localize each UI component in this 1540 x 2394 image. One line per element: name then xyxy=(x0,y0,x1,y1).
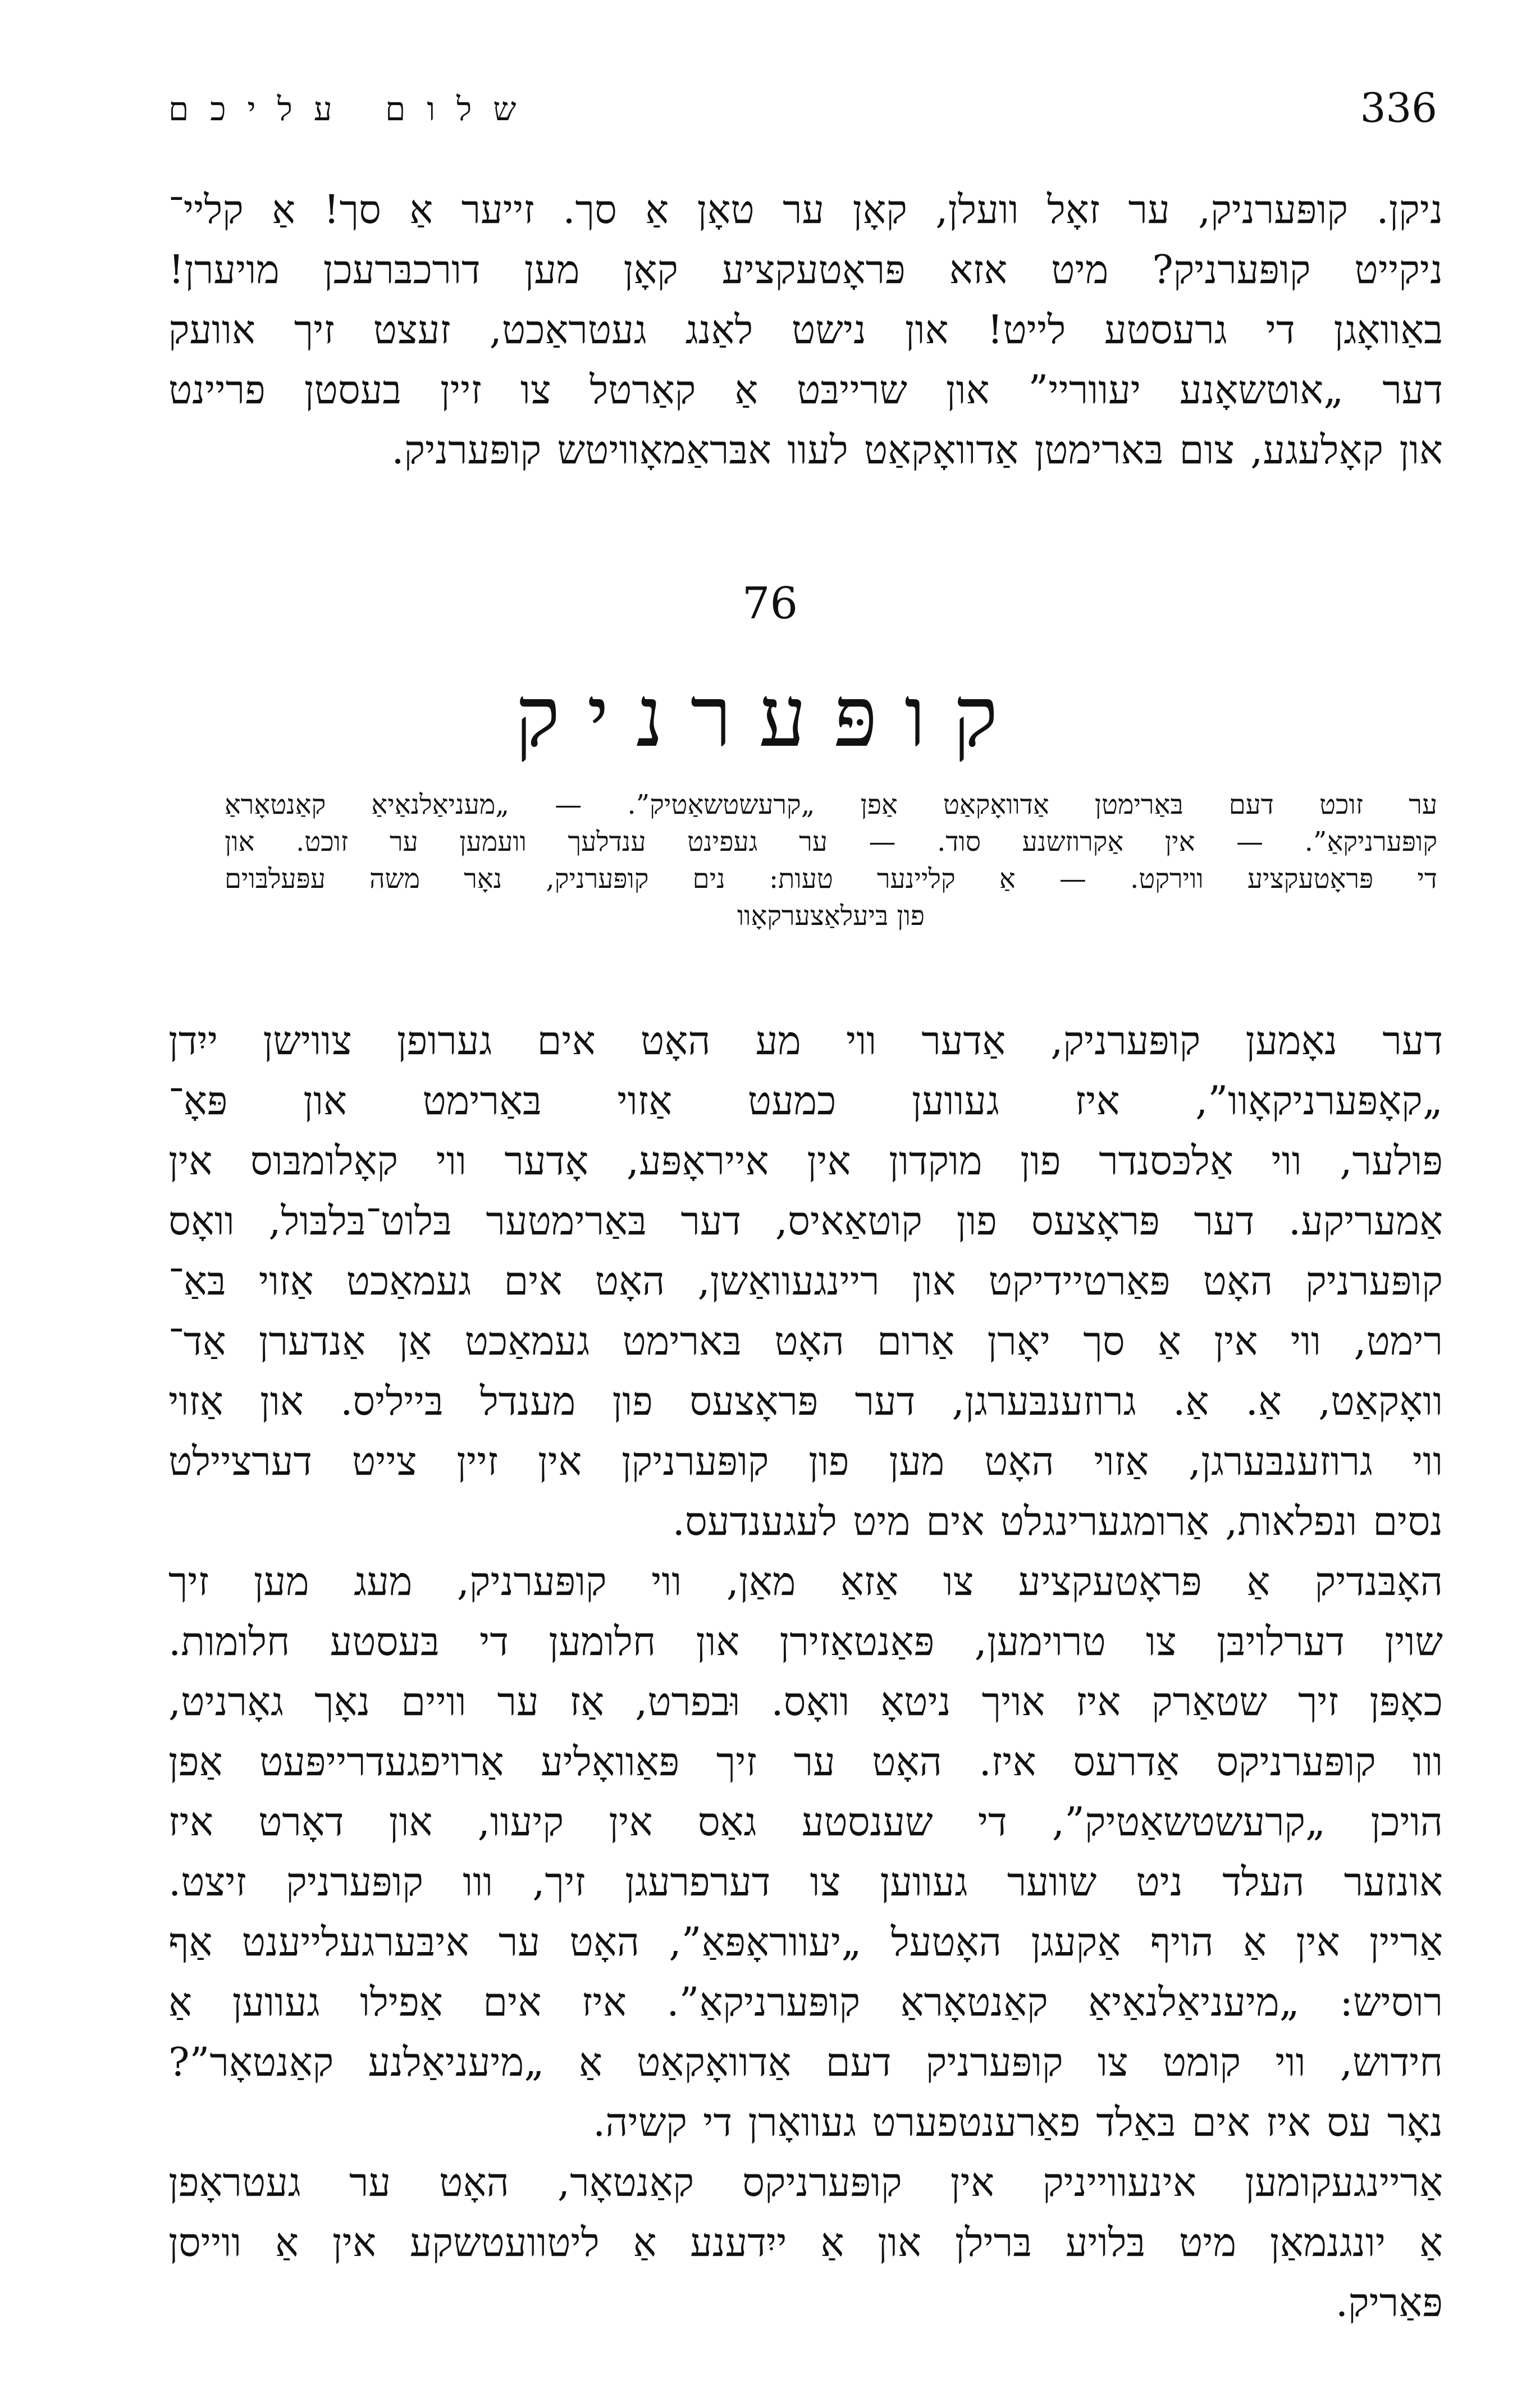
text-line: האָבּנדיק אַ פּראָטעקציע צו אַזאַ מאַן, ווי קופּערניק, מעג מען זיך xyxy=(168,1558,1443,1604)
summary-line: די פּראָטעקציע ווירקט. — אַ קליינער טעות: נים קופּערניק, נאָר משה עפּעלבּוים xyxy=(225,863,1437,895)
text-line: ניקייט קופּערניק? מיט אזא פּראָטעקציע קאָן מען דורכבּרעכן מויערן! xyxy=(168,247,1443,293)
main-text xyxy=(168,1011,1443,2333)
text-line: דער „אוטשאָנע יעווריי” און שרייבּט אַ קאַרטל צו זיין בעסטן פריינט xyxy=(168,367,1443,413)
text-line: ווו קופּערניקס אַדרעס איז. האָט ער זיך פּאַוואָליע אַרויפגעדרייפּעט אַפן xyxy=(168,1739,1443,1785)
text-line: חידוש, ווי קומט צו קופּערניק דעם אַדוואָקאַט אַ „מיעניאַלנע קאַנטאָר”? xyxy=(168,2039,1443,2085)
text-line: אַ יונגנמאַן מיט בּלויע בּרילן און אַ ייִדענע אַ ליטוועטשקע אין אַ ווייסן xyxy=(168,2219,1443,2265)
summary-line: פון בּיעלאַצערקאָוו xyxy=(737,900,925,932)
text-line: אַמעריקע. דער פּראָצעס פון קוטאַאיס, דער בּאַרימטער בּלוט־בּלבּול, וואָס xyxy=(168,1198,1443,1244)
text-line: נאָר עס איז אים בּאַלד פאַרענטפערט געוואָרן די קשיה. xyxy=(592,2099,1443,2145)
text-line: אַריין אין אַ הויף אַקעגן האָטעל „יעווראָפּאַ”, האָט ער איבּערגעלייענט אַף xyxy=(168,1919,1443,1965)
text-line: ווי גרוזענבּערגן, אַזוי האָט מען פון קופּערניקן אין זיין צייט דערציילט xyxy=(168,1438,1443,1484)
summary-line: ער זוכט דעם בּאַרימטן אַדוואָקאַט אַפן „קרעשטשאַטיק”. — „מעניאַלנאַיאַ קאַנטאָראַ xyxy=(225,789,1437,820)
text-line: און קאָלעגע, צום בּארימטן אַדוואָקאַט לעוו אבּראַמאָוויטש קופּערניק. xyxy=(391,427,1443,473)
text-line: רימט, ווי אין אַ סך יאָרן אַרום האָט בּארימט געמאַכט אַן אַנדערן אַד־ xyxy=(168,1318,1443,1364)
text-line: כאָפּן זיך שטאַרק איז אויך ניטאָ וואָס. וּבפרט, אַז ער וויים נאָך גאָרניט, xyxy=(168,1679,1443,1725)
text-line: קופּערניק האָט פּאַרטיידיקט און ריינגעוואַשן, האָט אים געמאַכט אַזוי בּאַ־ xyxy=(168,1258,1443,1304)
text-line: אונזער העלד ניט שווער געווען צו דערפרעגן זיך, ווו קופּערניק זיצט. xyxy=(168,1859,1443,1905)
chapter-title: קופּערניק xyxy=(515,668,1025,766)
summary-line: קופּערניקאַ”. — אין אַקרוזשנע סוד. — ער געפינט ענדלעך וועמען ער זוכט. און xyxy=(225,826,1437,858)
running-head-title: שלום עליכם xyxy=(168,90,538,128)
text-line: פּאַריק. xyxy=(1335,2279,1443,2325)
text-line: הויכן „קרעשטשאַטיק”, די שענסטע גאַס אין קיעוו, און דאָרט איז xyxy=(168,1799,1443,1845)
running-head xyxy=(168,84,1437,146)
text-line: נסים ונפלאות, אַרומגערינגלט אים מיט לעגענדעס. xyxy=(672,1498,1443,1544)
top-paragraph xyxy=(168,180,1443,480)
text-line: אַריינגעקומען אינעווייניק אין קופּערניקס קאַנטאָר, האָט ער געטראָפן xyxy=(168,2159,1443,2205)
text-line: רוסיש: „מיעניאַלנאַיאַ קאַנטאָראַ קופּערניקאַ”. איז אים אַפילו געווען אַ xyxy=(168,1979,1443,2025)
page-number: 336 xyxy=(1360,84,1437,131)
text-line: „קאָפּערניקאָוו”, איז געווען כמעט אַזוי בּאַרימט און פּאָ־ xyxy=(168,1078,1443,1124)
chapter-number: 76 xyxy=(742,578,798,629)
text-line: פּולער, ווי אַלכּסנדר פון מוקדון אין אייראָפּע, אָדער ווי קאָלומבּוס אין xyxy=(168,1138,1443,1184)
text-line: דער נאָמען קופּערניק, אַדער ווי מע האָט אים גערופן צווישן ייִדן xyxy=(168,1018,1443,1064)
text-line: שוין דערלויבּן צו טרוימען, פּאַנטאַזירן און חלומען די בּעסטע חלומות. xyxy=(168,1618,1443,1665)
text-line: ניקן. קופּערניק, ער זאָל וועלן, קאָן ער טאָן אַ סך. זייער אַ סך! אַ קליי־ xyxy=(168,186,1443,232)
text-line: וואָקאַט, אַ. אַ. גרוזענבּערגן, דער פּראָצעס פון מענדל בּייליס. און אַזוי xyxy=(168,1378,1443,1424)
text-line: באַוואָגן די גרעסטע לייט! און נישט לאַנג געטראַכט, זעצט זיך אוועק xyxy=(168,307,1443,353)
chapter-summary xyxy=(225,786,1437,934)
